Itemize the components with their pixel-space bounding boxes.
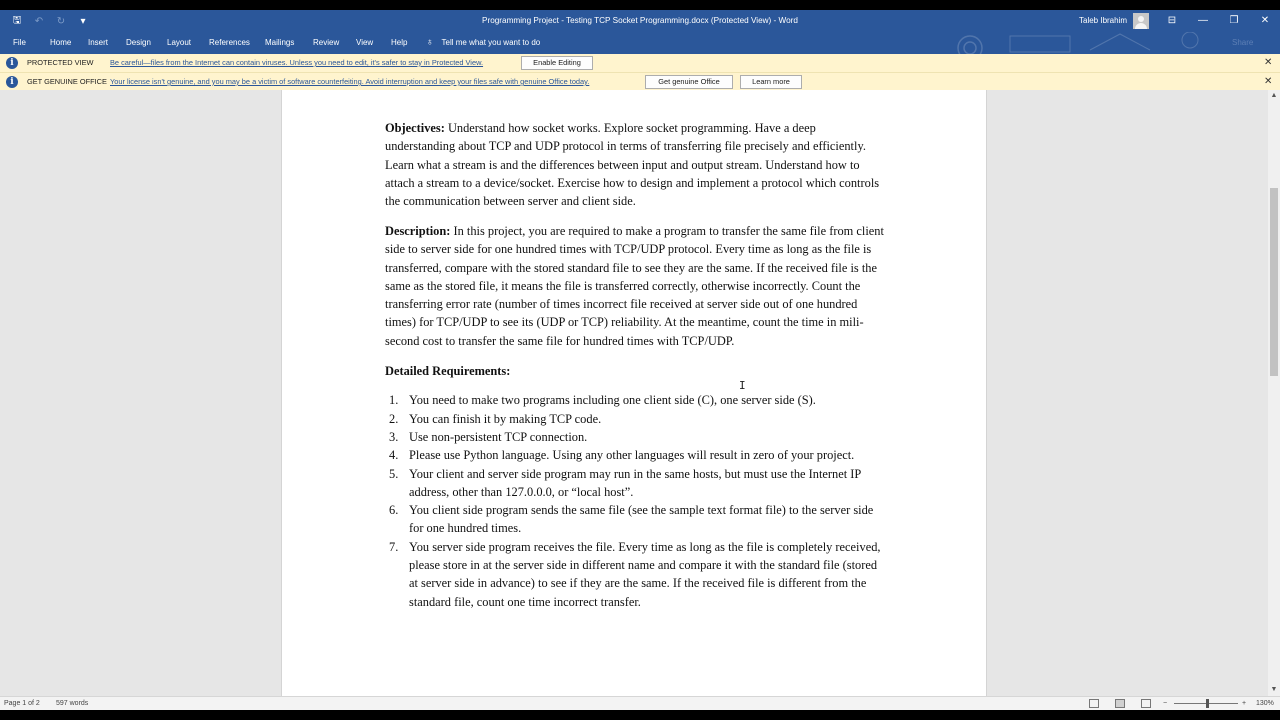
- objectives-text: Understand how socket works. Explore socket programming. Have a deep understanding about TCP and UDP protocol in terms of transferring file precisely and efficiently. Learn what a stream is and the differences between input and output stream. Understand how to attach a stream to a device/socket. Exercise how to design and implement a protocol which controls the communication between server and client side.: [385, 121, 880, 209]
- document-page[interactable]: [281, 90, 987, 696]
- list-text: You client side program sends the same file (see the sample text format file) to the server side for one hundred times.: [409, 503, 874, 536]
- description-heading: Description:: [385, 223, 451, 238]
- ribbon-decoration-icon: [950, 32, 1220, 54]
- zoom-in-button[interactable]: +: [1242, 700, 1247, 707]
- zoom-out-button[interactable]: −: [1163, 700, 1168, 707]
- info-icon: i: [6, 76, 18, 88]
- protected-view-bar: [0, 54, 1280, 72]
- share-button[interactable]: Share: [1232, 38, 1254, 47]
- list-number: 6.: [389, 503, 399, 518]
- tab-insert[interactable]: Insert: [88, 38, 109, 47]
- customize-qat-icon[interactable]: ▾: [80, 15, 86, 27]
- restore-button[interactable]: ❐: [1229, 15, 1239, 26]
- list-number: 4.: [389, 448, 399, 463]
- tab-references[interactable]: References: [209, 38, 250, 47]
- protected-view-message[interactable]: Be careful—files from the Internet can contain viruses. Unless you need to edit, it's safer to stay in Protected View.: [110, 58, 484, 67]
- list-text: You server side program receives the file. Every time as long as the file is completely received, please store in at the server side in different name and compare it with the standard file (stored at server side in advance) to see if they are the same. If the received file is different from the standard file, count one time incorrect transfer.: [409, 539, 881, 609]
- read-mode-icon[interactable]: [1089, 699, 1099, 708]
- scroll-up-icon[interactable]: ▲: [1270, 92, 1278, 99]
- status-bar: [0, 696, 1280, 710]
- list-item: [385, 446, 885, 464]
- protected-view-label: PROTECTED VIEW: [27, 58, 94, 67]
- list-item: [385, 538, 885, 611]
- description-text: In this project, you are required to make a program to transfer the same file from client side to server side for one hundred times with TCP/UDP protocol. Every time as long as the file is transferred, compare with the stored standard file to see they are the same. If the received file is the same as the stored file, it means the file is transferred correctly, otherwise incorrectly. Count the transferring error rate (number of times incorrect file received at server side out of one hundred times) for TCP/UDP to see its (UDP or TCP) reliability. At the meantime, count the time in mili-second cost to transfer the same file for hundred times with TCP/UDP.: [385, 223, 884, 348]
- list-item: [385, 410, 885, 428]
- objectives-paragraph: [385, 119, 885, 210]
- tab-layout[interactable]: Layout: [167, 38, 192, 47]
- genuine-office-label: GET GENUINE OFFICE: [27, 77, 107, 86]
- description-paragraph: [385, 222, 885, 350]
- zoom-level[interactable]: 130%: [1256, 700, 1274, 707]
- genuine-office-bar: [0, 72, 1280, 90]
- list-item: [385, 391, 885, 409]
- avatar[interactable]: [1133, 13, 1149, 29]
- save-icon[interactable]: 🖫: [12, 14, 22, 26]
- objectives-heading: Objectives:: [385, 121, 445, 135]
- scroll-down-icon[interactable]: ▼: [1270, 686, 1278, 693]
- list-number: 1.: [389, 393, 399, 408]
- title-bar: [0, 10, 1280, 32]
- list-number: 3.: [389, 429, 399, 444]
- close-icon[interactable]: ✕: [1264, 76, 1273, 87]
- zoom-slider-thumb[interactable]: [1206, 699, 1209, 708]
- document-content[interactable]: [385, 119, 885, 611]
- list-item: [385, 501, 885, 538]
- tab-review[interactable]: Review: [313, 38, 340, 47]
- list-number: 7.: [389, 539, 399, 554]
- text-cursor-icon: I: [739, 379, 746, 392]
- user-name[interactable]: Taleb Ibrahim: [1079, 16, 1128, 25]
- scrollbar-thumb[interactable]: [1270, 188, 1278, 376]
- tab-mailings[interactable]: Mailings: [265, 38, 295, 47]
- info-icon: i: [6, 57, 18, 69]
- document-area[interactable]: [0, 90, 1268, 696]
- list-text: Use non-persistent TCP connection.: [409, 429, 588, 444]
- tab-file[interactable]: File: [13, 38, 26, 47]
- undo-icon[interactable]: ↶: [34, 15, 44, 27]
- list-text: Your client and server side program may run in the same hosts, but must use the Internet IP address, other than 127.0.0.0, or “local host”.: [409, 466, 861, 499]
- window-title: Programming Project - Testing TCP Socket Programming.docx (Protected View) - Word: [482, 16, 798, 25]
- list-number: 5.: [389, 466, 399, 481]
- requirements-list: [385, 391, 885, 611]
- enable-editing-button[interactable]: Enable Editing: [521, 56, 593, 70]
- minimize-button[interactable]: —: [1198, 15, 1208, 26]
- tab-view[interactable]: View: [356, 38, 374, 47]
- close-icon[interactable]: ✕: [1264, 57, 1273, 68]
- ribbon-display-options-button[interactable]: ⊟: [1167, 15, 1177, 26]
- learn-more-button[interactable]: Learn more: [740, 75, 802, 89]
- tab-design[interactable]: Design: [126, 38, 151, 47]
- tab-home[interactable]: Home: [50, 38, 72, 47]
- ribbon-tabs: [0, 32, 1280, 54]
- list-item: [385, 465, 885, 502]
- list-text: Please use Python language. Using any other languages will result in zero of your project.: [409, 448, 855, 463]
- print-layout-icon[interactable]: [1115, 699, 1125, 708]
- close-button[interactable]: ✕: [1260, 15, 1270, 26]
- word-window: [0, 10, 1280, 710]
- get-genuine-office-button[interactable]: Get genuine Office: [645, 75, 733, 89]
- word-count[interactable]: 597 words: [56, 700, 89, 707]
- tell-me-text: Tell me what you want to do: [441, 38, 541, 47]
- list-number: 2.: [389, 411, 399, 426]
- vertical-scrollbar[interactable]: [1268, 90, 1280, 696]
- redo-icon[interactable]: ↻: [56, 15, 66, 27]
- list-item: [385, 428, 885, 446]
- genuine-office-message[interactable]: Your license isn't genuine, and you may be a victim of software counterfeiting. Avoid interruption and keep your files safe with genuine Office today.: [110, 77, 590, 86]
- tab-help[interactable]: Help: [391, 38, 408, 47]
- web-layout-icon[interactable]: [1141, 699, 1151, 708]
- list-text: You need to make two programs including one client side (C), one server side (S).: [409, 393, 816, 408]
- tell-me-search[interactable]: [426, 32, 540, 54]
- list-text: You can finish it by making TCP code.: [409, 411, 602, 426]
- requirements-heading: Detailed Requirements:: [385, 363, 511, 378]
- lightbulb-icon: ♁: [426, 37, 434, 48]
- page-count[interactable]: Page 1 of 2: [4, 700, 40, 707]
